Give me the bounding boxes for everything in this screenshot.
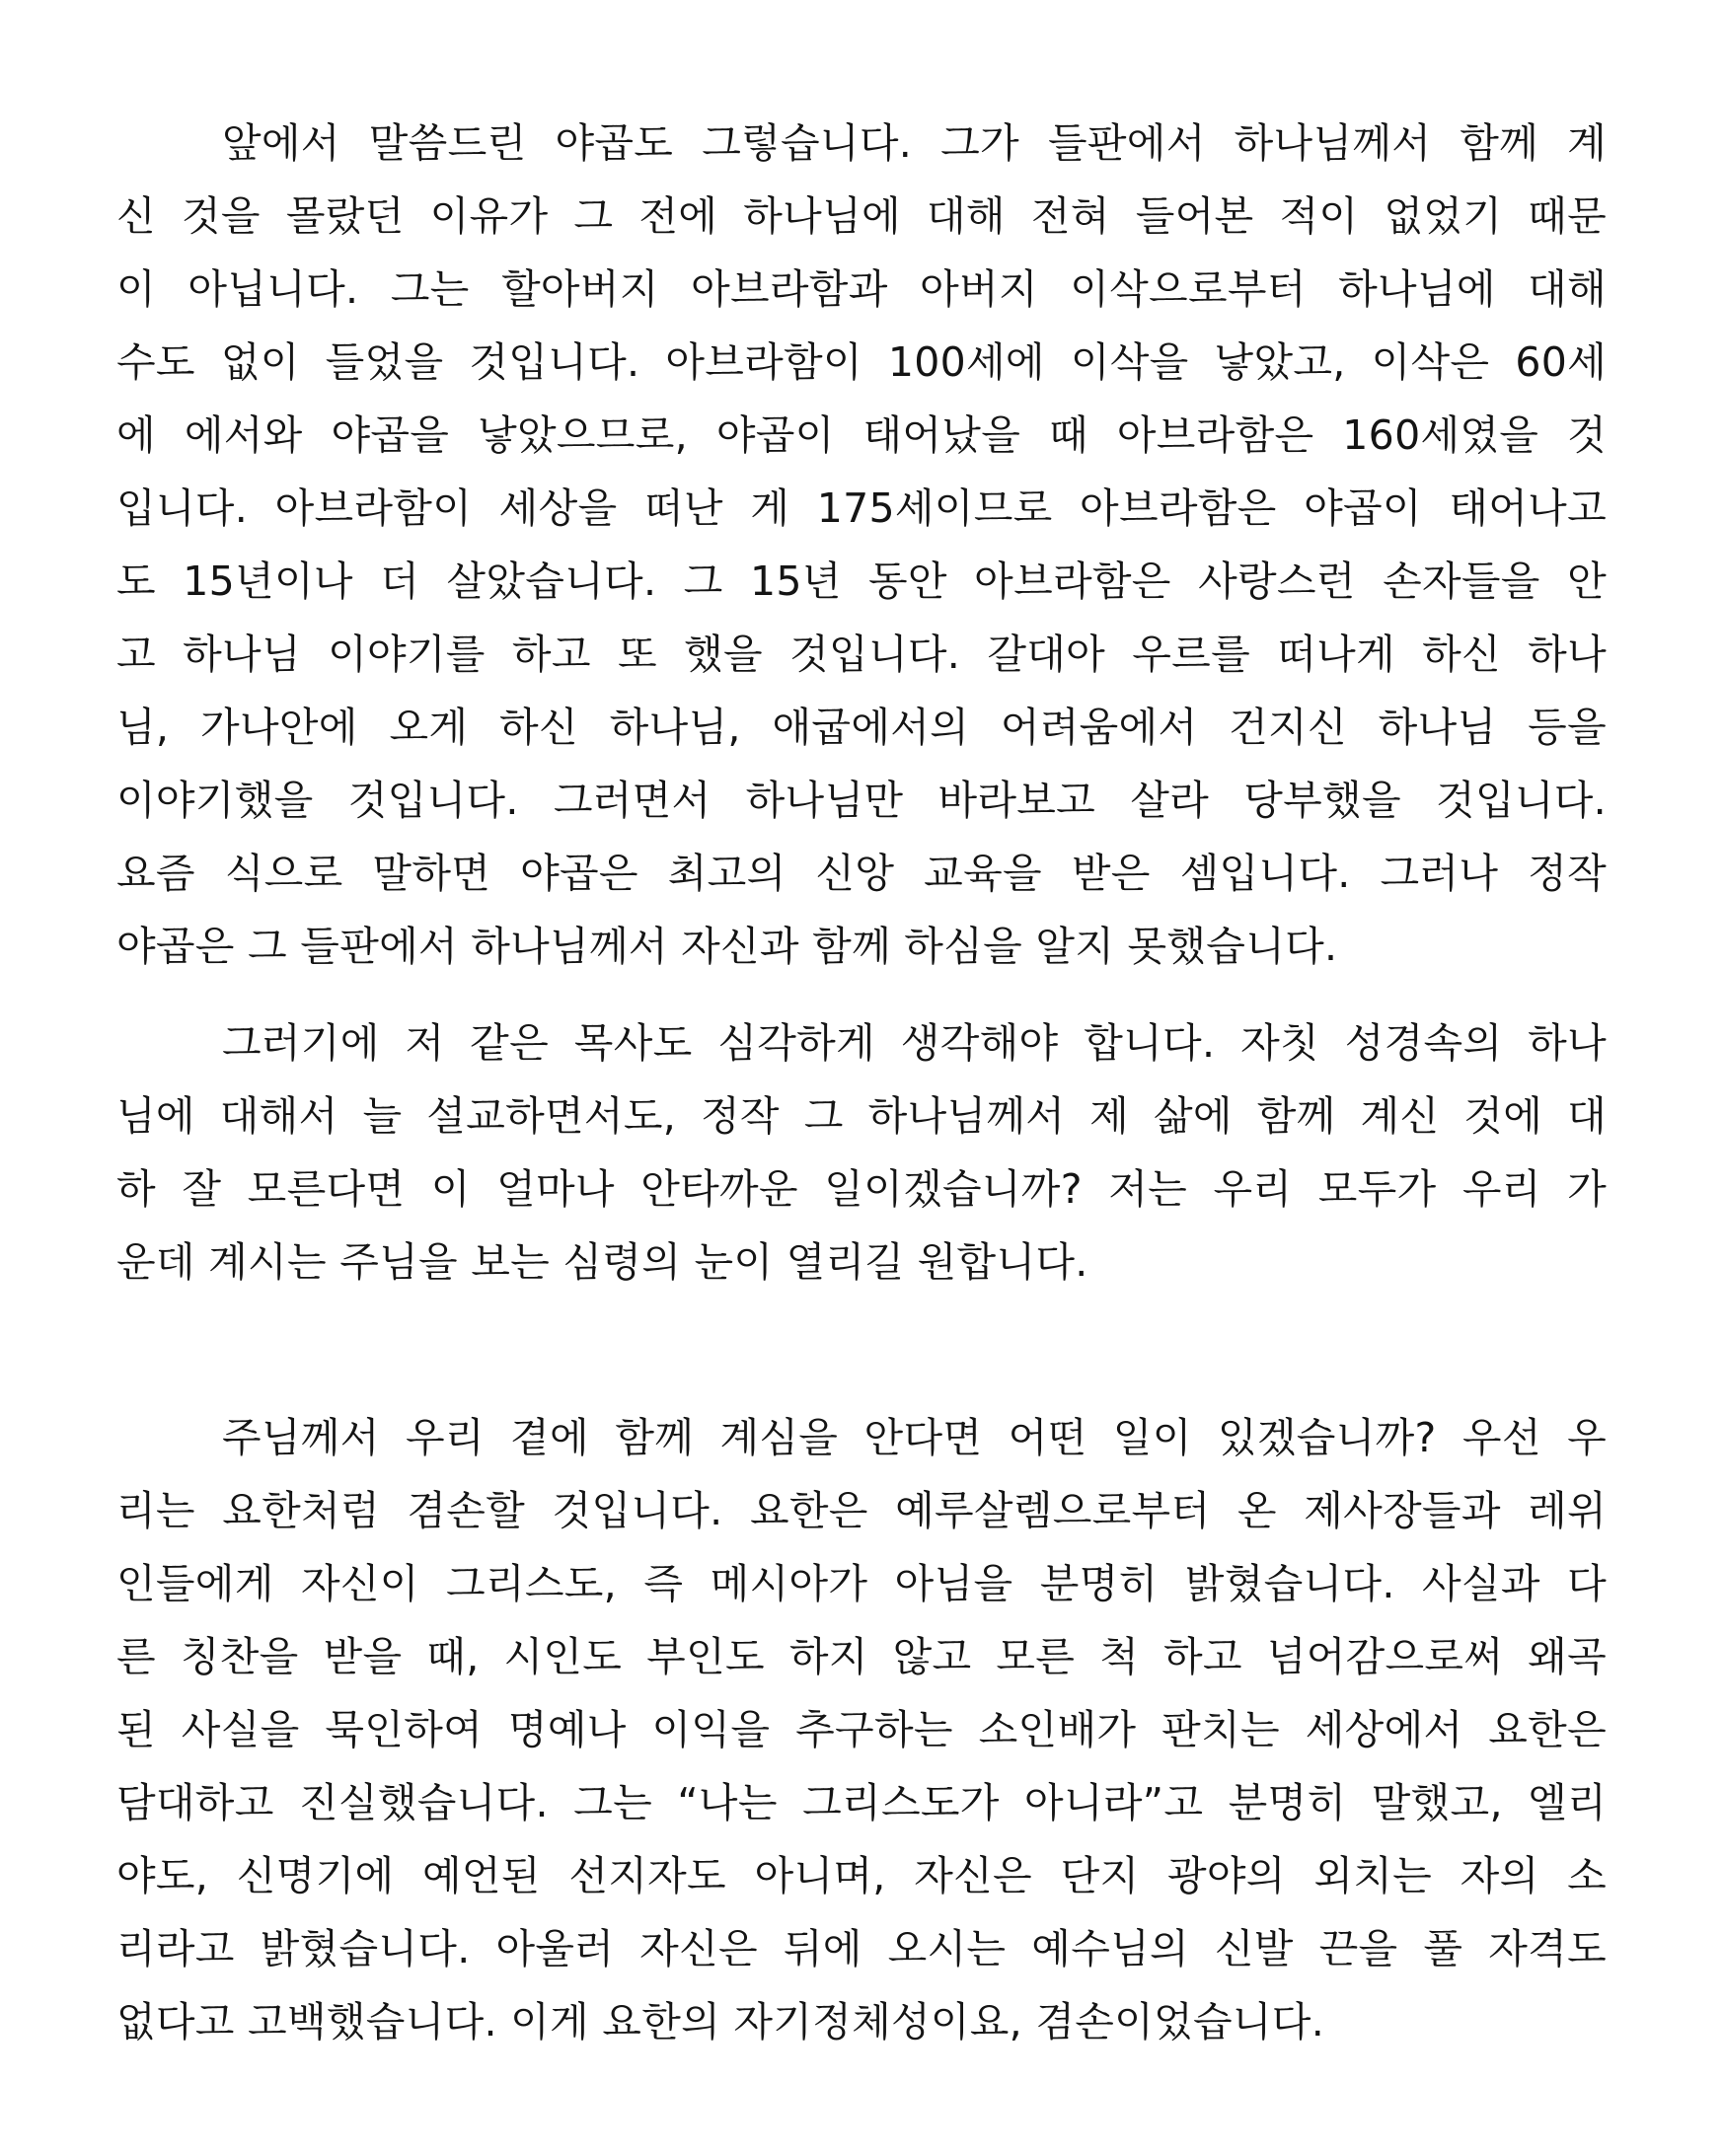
text-line: 입니다. 아브라함이 세상을 떠난 게 175세이므로 아브라함은 야곱이 태어나고	[116, 484, 1607, 532]
text-line: 야도, 신명기에 예언된 선지자도 아니며, 자신은 단지 광야의 외치는 자의 소	[116, 1852, 1607, 1899]
text-line: 하 잘 모른다면 이 얼마나 안타까운 일이겠습니까? 저는 우리 모두가 우리 가	[116, 1165, 1607, 1213]
paragraph-pastor	[116, 1006, 1607, 1299]
text-line: 고 하나님 이야기를 하고 또 했을 것입니다. 갈대아 우르를 떠나게 하신 하나	[116, 631, 1607, 678]
text-line: 요즘 식으로 말하면 야곱은 최고의 신앙 교육을 받은 셈입니다. 그러나 정작	[116, 850, 1607, 897]
text-line: 주님께서 우리 곁에 함께 계심을 안다면 어떤 일이 있겠습니까? 우선 우	[222, 1414, 1607, 1461]
text-line: 된 사실을 묵인하여 명예나 이익을 추구하는 소인배가 판치는 세상에서 요한은	[116, 1706, 1607, 1753]
paragraph-john	[116, 1401, 1607, 2058]
text-line: 에 에서와 야곱을 낳았으므로, 야곱이 태어났을 때 아브라함은 160세였을 것	[116, 411, 1607, 459]
text-line: 신 것을 몰랐던 이유가 그 전에 하나님에 대해 전혀 들어본 적이 없었기 때문	[116, 192, 1607, 240]
text-line: 님, 가나안에 오게 하신 하나님, 애굽에서의 어려움에서 건지신 하나님 등을	[116, 704, 1607, 751]
text-line: 담대하고 진실했습니다. 그는 “나는 그리스도가 아니라”고 분명히 말했고, 엘리	[116, 1779, 1607, 1826]
text-line: 없다고 고백했습니다. 이게 요한의 자기정체성이요, 겸손이었습니다.	[116, 1998, 1325, 2045]
text-line: 그러기에 저 같은 목사도 심각하게 생각해야 합니다. 자칫 성경속의 하나	[222, 1019, 1607, 1067]
text-line: 도 15년이나 더 살았습니다. 그 15년 동안 아브라함은 사랑스런 손자들을 안	[116, 558, 1607, 605]
text-line: 른 칭찬을 받을 때, 시인도 부인도 하지 않고 모른 척 하고 넘어감으로써 왜곡	[116, 1633, 1607, 1680]
text-line: 앞에서 말씀드린 야곱도 그렇습니다. 그가 들판에서 하나님께서 함께 계	[222, 119, 1607, 167]
text-line: 리는 요한처럼 겸손할 것입니다. 요한은 예루살렘으로부터 온 제사장들과 레위	[116, 1487, 1607, 1534]
paragraph-jacob	[116, 107, 1607, 983]
text-line: 야곱은 그 들판에서 하나님께서 자신과 함께 하심을 알지 못했습니다.	[116, 923, 1338, 970]
text-line: 이 아닙니다. 그는 할아버지 아브라함과 아버지 이삭으로부터 하나님에 대해	[116, 265, 1607, 313]
text-line: 님에 대해서 늘 설교하면서도, 정작 그 하나님께서 제 삶에 함께 계신 것에 대	[116, 1092, 1607, 1140]
text-line: 운데 계시는 주님을 보는 심령의 눈이 열리길 원합니다.	[116, 1238, 1088, 1286]
text-line: 수도 없이 들었을 것입니다. 아브라함이 100세에 이삭을 낳았고, 이삭은 60세	[116, 338, 1607, 386]
text-line: 인들에게 자신이 그리스도, 즉 메시아가 아님을 분명히 밝혔습니다. 사실과 다	[116, 1560, 1607, 1607]
text-line: 리라고 밝혔습니다. 아울러 자신은 뒤에 오시는 예수님의 신발 끈을 풀 자격도	[116, 1925, 1607, 1972]
text-line: 이야기했을 것입니다. 그러면서 하나님만 바라보고 살라 당부했을 것입니다.	[116, 777, 1607, 824]
